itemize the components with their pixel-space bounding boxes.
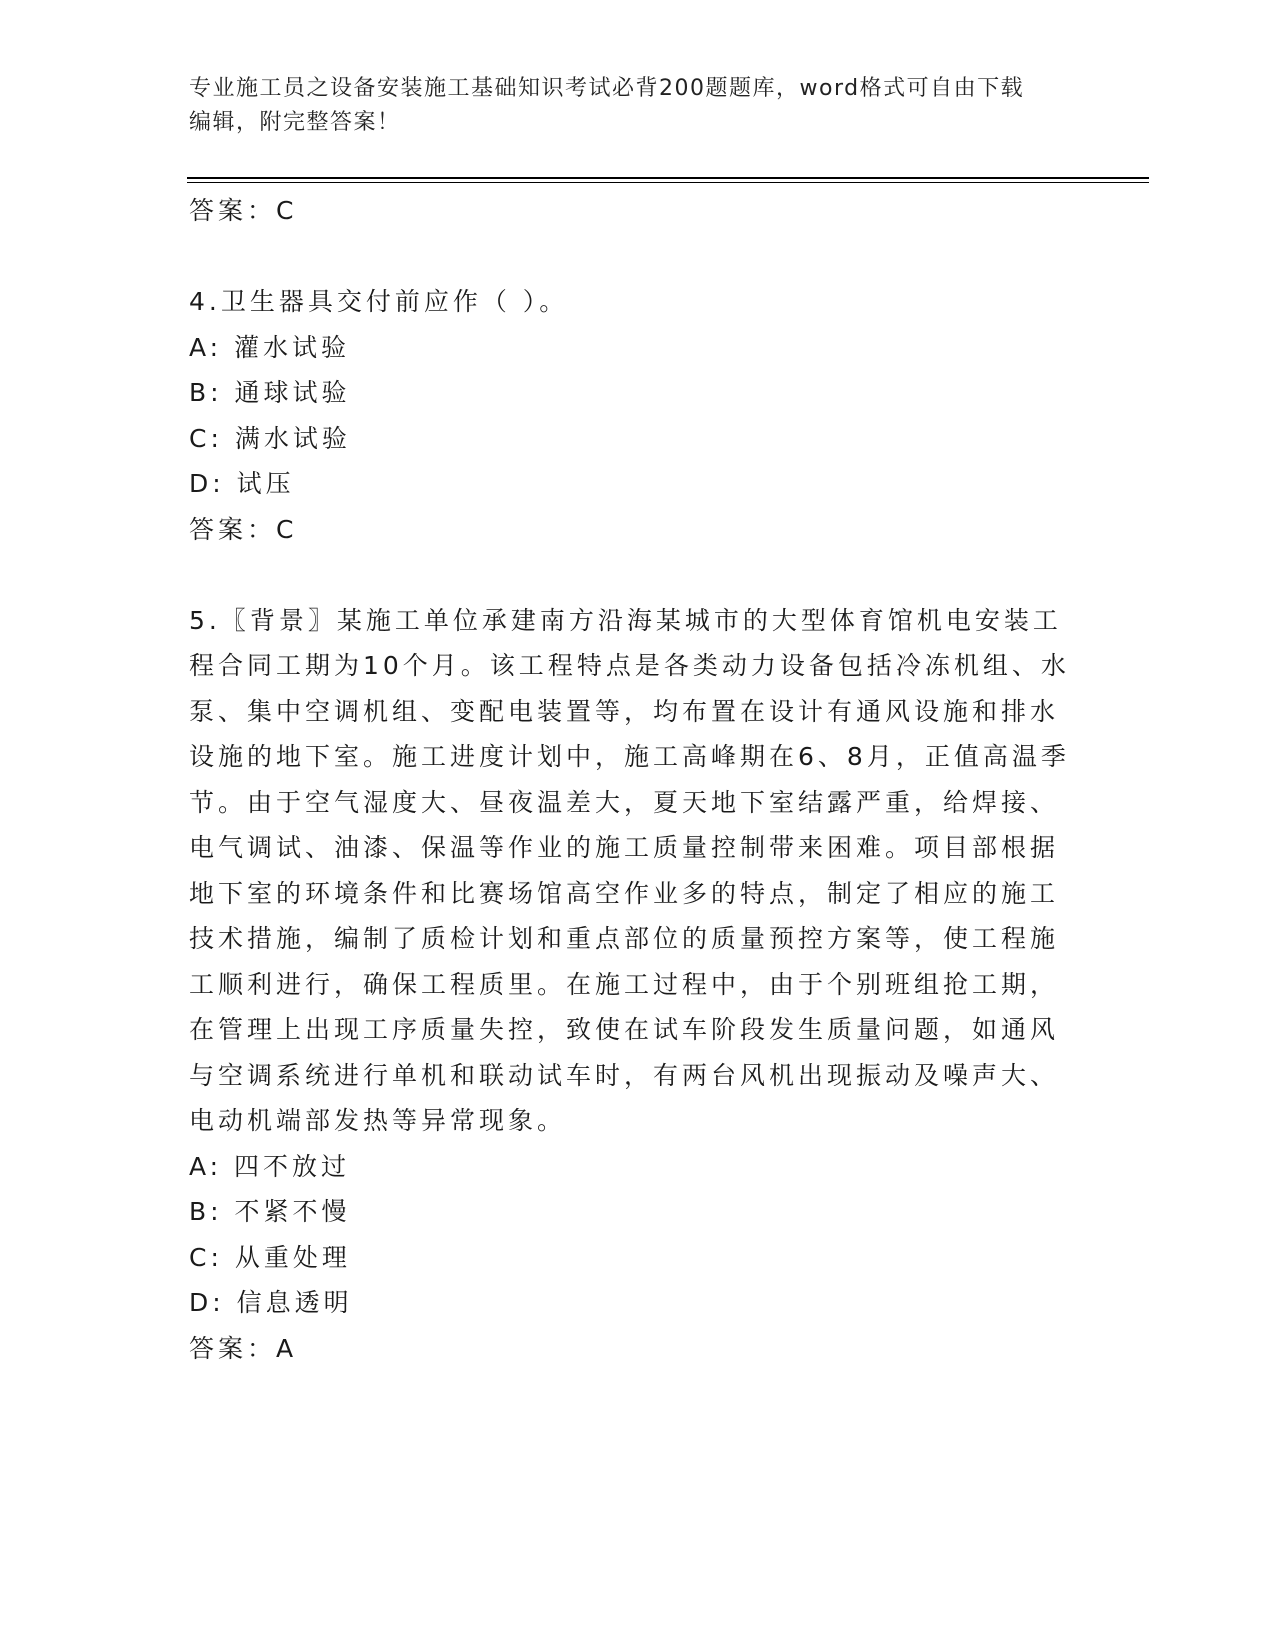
question-4-stem: 4.卫生器具交付前应作（ ）。 [189,287,569,316]
question-4-option-b: B: 通球试验 [189,378,351,407]
question-5-stem-line: 工顺利进行，确保工程质里。在施工过程中，由于个别班组抢工期， [189,969,1060,999]
question-5-stem-line: 在管理上出现工序质量失控，致使在试车阶段发生质量问题，如通风 [189,1015,1060,1044]
header-line-1: 专业施工员之设备安装施工基础知识考试必背200题题库，word格式可自由下载 [189,76,1025,101]
question-5-stem-line: 5.〖背景〗某施工单位承建南方沿海某城市的大型体育馆机电安装工 [189,605,1062,635]
question-4-option-c: C: 满水试验 [189,423,351,453]
spacer [189,234,1089,280]
question-5-option-d: D: 信息透明 [189,1288,353,1317]
question-5-stem-line: 泵、集中空调机组、变配电装置等，均布置在设计有通风设施和排水 [189,696,1060,726]
header-divider-thick [187,177,1149,179]
question-5-answer: 答案：A [189,1333,298,1363]
question-5-option-c: C: 从重处理 [189,1242,351,1272]
document-body [189,188,1089,1371]
question-5-stem-line: 节。由于空气湿度大、昼夜温差大，夏天地下室结露严重，给焊接、 [189,787,1060,817]
question-5-stem-line: 电动机端部发热等异常现象。 [189,1106,567,1135]
spacer [189,552,1089,598]
question-5-stem-line: 设施的地下室。施工进度计划中，施工高峰期在6、8月，正值高温季 [189,742,1070,771]
question-4-option-d: D: 试压 [189,469,295,498]
question-5-option-a: A: 四不放过 [189,1151,351,1181]
header-divider-thin [187,182,1149,183]
question-4-option-a: A: 灌水试验 [189,332,351,362]
question-4 [189,279,1089,552]
document-header [189,72,1069,140]
question-5-stem-line: 技术措施，编制了质检计划和重点部位的质量预控方案等，使工程施 [189,924,1060,953]
question-5 [189,598,1089,1372]
question-5-stem [189,598,1069,1144]
question-4-answer: 答案：C [189,514,298,544]
question-5-stem-line: 电气调试、油漆、保温等作业的施工质量控制带来困难。项目部根据 [189,833,1060,862]
question-5-stem-line: 程合同工期为10个月。该工程特点是各类动力设备包括冷冻机组、水 [189,651,1070,680]
header-line-2: 编辑，附完整答案！ [189,110,401,135]
question-5-stem-line: 与空调系统进行单机和联动试车时，有两台风机出现振动及噪声大、 [189,1060,1060,1090]
question-5-stem-line: 地下室的环境条件和比赛场馆高空作业多的特点，制定了相应的施工 [189,878,1060,908]
question-5-option-b: B: 不紧不慢 [189,1197,351,1226]
previous-answer: 答案：C [189,196,298,225]
